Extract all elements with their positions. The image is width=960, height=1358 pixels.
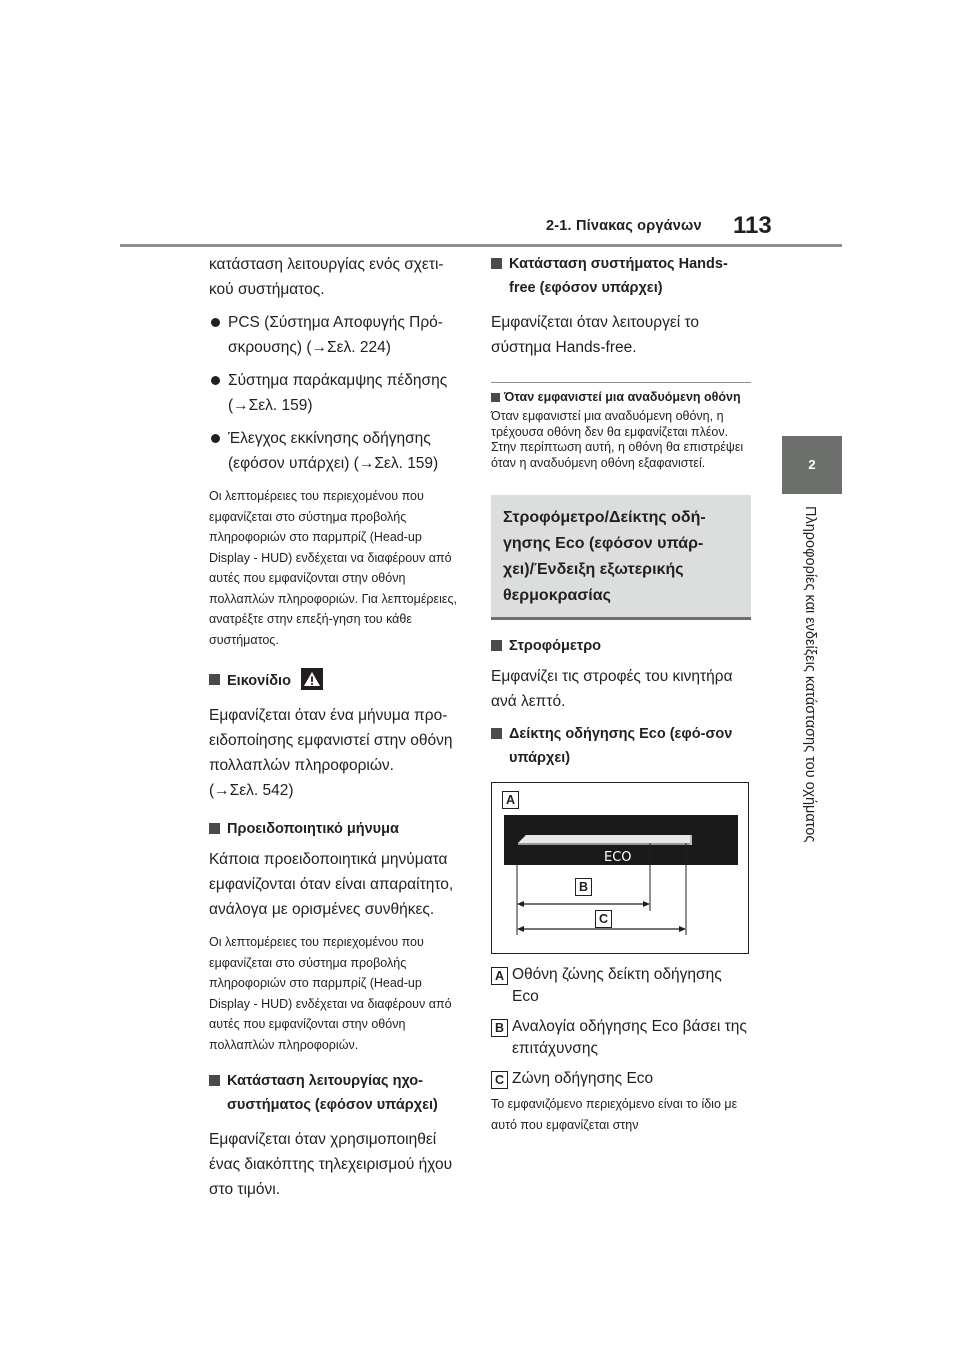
bullet-item: Έλεγχος εκκίνησης οδήγησης (εφόσον υπάρχει) (→Σελ. 159)	[209, 426, 465, 476]
tachometer-text: Εμφανίζει τις στροφές του κινητήρα ανά λεπτό.	[491, 668, 733, 710]
chapter-side-label: Πληροφορίες και ενδείξεις κατάστασης του οχήματος	[802, 506, 818, 843]
legend-item-b	[491, 1016, 751, 1060]
popup-text: Όταν εμφανιστεί μια αναδυόμενη οθόνη, η τρέχουσα οθόνη δεν θα εμφανίζεται πλέον. Στην περίπτωση αυτή, η οθόνη θα επιστρέψει όταν η αναδυόμενη οθόνη εξαφανιστεί.	[491, 409, 744, 470]
footer-note: Το εμφανιζόμενο περιεχόμενο είναι το ίδιο με αυτό που εμφανίζεται στην	[491, 1097, 738, 1132]
warning-triangle-icon	[301, 668, 323, 690]
hud-note-2: Οι λεπτομέρειες του περιεχομένου που εμφανίζεται στο σύστημα προβολής πληροφοριών στο παρμπρίζ (Head-up Display - HUD) ενδέχεται να διαφέρουν από αυτές που εμφανίζονται στην οθόνη πολλαπλών πληροφοριών.	[209, 935, 452, 1052]
hud-note: Οι λεπτομέρειες του περιεχομένου που εμφανίζεται στο σύστημα προβολής πληροφοριών στο παρμπρίζ (Head-up Display - HUD) ενδέχεται να διαφέρουν από αυτές που εμφανίζονται στην οθόνη πολλαπλών πληροφοριών. Για λεπτομέρειες, ανατρέξτε στην επεξή-γηση του κάθε συστήματος.	[209, 489, 457, 647]
warning-message-text: Κάποια προειδοποιητικά μηνύματα εμφανίζονται όταν είναι απαραίτητο, ανάλογα με ορισμένες συνθήκες.	[209, 851, 454, 918]
warning-message-heading: Προειδοποιητικό μήνυμα	[209, 817, 465, 841]
section-title-line: Στροφόμετρο/Δείκτης οδή-	[503, 509, 706, 526]
chapter-tab: 2	[782, 436, 842, 494]
bullet-item: PCS (Σύστημα Αποφυγής Πρό-σκρουσης) (→Σελ. 224)	[209, 310, 465, 360]
legend-key-b: B	[491, 1019, 508, 1037]
legend-text-c: Ζώνη οδήγησης Eco	[512, 1070, 654, 1087]
section-title-line: χει)/Ένδειξη εξωτερικής	[503, 561, 684, 578]
section-title: 2-1. Πίνακας οργάνων	[546, 218, 702, 234]
page-number: 113	[733, 212, 772, 239]
note-divider	[491, 382, 751, 383]
legend-item-c	[491, 1068, 751, 1090]
icon-description: Εμφανίζεται όταν ένα μήνυμα προ-ειδοποίησης εμφανιστεί στην οθόνη πολλαπλών πληροφοριών.	[209, 707, 453, 774]
figure-label-c: C	[595, 910, 612, 928]
audio-status-heading: Κατάσταση λειτουργίας ηχο-συστήματος (εφόσον υπάρχει)	[209, 1069, 465, 1117]
eco-indicator-figure	[491, 782, 749, 954]
left-column	[209, 252, 465, 1202]
popup-heading: Όταν εμφανιστεί μια αναδυόμενη οθόνη	[491, 390, 751, 405]
eco-indicator-heading: Δείκτης οδήγησης Eco (εφό-σον υπάρχει)	[491, 722, 751, 770]
legend-text-a: Οθόνη ζώνης δείκτη οδήγησης Eco	[512, 966, 722, 1005]
legend-item-a	[491, 964, 751, 1008]
figure-label-b: B	[575, 878, 592, 896]
intro-paragraph: κατάσταση λειτουργίας ενός σχετι-κού συστήματος.	[209, 256, 444, 298]
tachometer-heading: Στροφόμετρο	[491, 634, 751, 658]
section-title-line: θερμοκρασίας	[503, 587, 611, 604]
audio-status-text: Εμφανίζεται όταν χρησιμοποιηθεί ένας διακόπτης τηλεχειρισμού ήχου στο τιμόνι.	[209, 1131, 453, 1198]
header-divider	[120, 244, 842, 247]
legend-key-a: A	[491, 967, 508, 985]
handsfree-text: Εμφανίζεται όταν λειτουργεί το σύστημα Hands-free.	[491, 314, 700, 356]
figure-label-a: A	[502, 791, 519, 809]
icon-heading-label: Εικονίδιο	[227, 673, 291, 689]
handsfree-heading: Κατάσταση συστήματος Hands-free (εφόσον υπάρχει)	[491, 252, 751, 300]
icon-page-ref: (→Σελ. 542)	[209, 782, 294, 799]
section-title-line: γησης Eco (εφόσον υπάρ-	[503, 535, 704, 552]
icon-heading	[209, 668, 465, 693]
bullet-item: Σύστημα παράκαμψης πέδησης (→Σελ. 159)	[209, 368, 465, 418]
legend-text-b: Αναλογία οδήγησης Eco βάσει της επιτάχυνσης	[512, 1018, 747, 1057]
eco-label: ECO	[604, 850, 632, 865]
section-title-box	[491, 495, 751, 620]
right-column	[491, 252, 751, 1135]
legend-key-c: C	[491, 1071, 508, 1089]
dimension-lines	[492, 783, 750, 955]
